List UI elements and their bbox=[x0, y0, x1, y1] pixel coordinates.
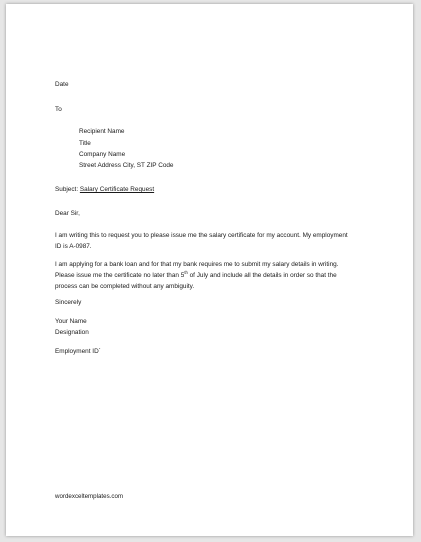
footer-website: wordexceltemplates.com bbox=[55, 493, 124, 500]
subject-label: Subject: bbox=[55, 186, 79, 193]
paragraph-2 bbox=[55, 259, 355, 292]
recipient-company: Company Name bbox=[79, 151, 126, 158]
date-label: Date bbox=[55, 81, 69, 88]
salutation: Dear Sir, bbox=[55, 210, 80, 217]
paragraph-2-sup: th bbox=[184, 269, 188, 275]
recipient-address: Street Address City, ST ZIP Code bbox=[79, 162, 174, 169]
sender-name: Your Name bbox=[55, 318, 87, 325]
paragraph-2-text-b: of July and include all the details in order so that the process can be completed without any ambiguity. bbox=[55, 272, 337, 290]
recipient-name: Recipient Name bbox=[79, 128, 125, 135]
to-label: To bbox=[55, 106, 62, 113]
closing: Sincerely bbox=[55, 299, 82, 306]
subject-text: Salary Certificate Request bbox=[79, 186, 155, 193]
letter-page bbox=[6, 4, 413, 536]
paragraph-1: I am writing this to request you to please issue me the salary certificate for my account. My employment ID is A-0987. bbox=[55, 232, 348, 250]
subject-line bbox=[55, 186, 154, 195]
employment-id-label: Employment ID` bbox=[55, 348, 101, 355]
sender-designation: Designation bbox=[55, 329, 89, 336]
paragraph-2-text-a: I am applying for a bank loan and for that my bank requires me to submit my salary details in writing. Please issue me the certificate no later than 5 bbox=[55, 261, 339, 279]
recipient-title: Title bbox=[79, 140, 91, 147]
